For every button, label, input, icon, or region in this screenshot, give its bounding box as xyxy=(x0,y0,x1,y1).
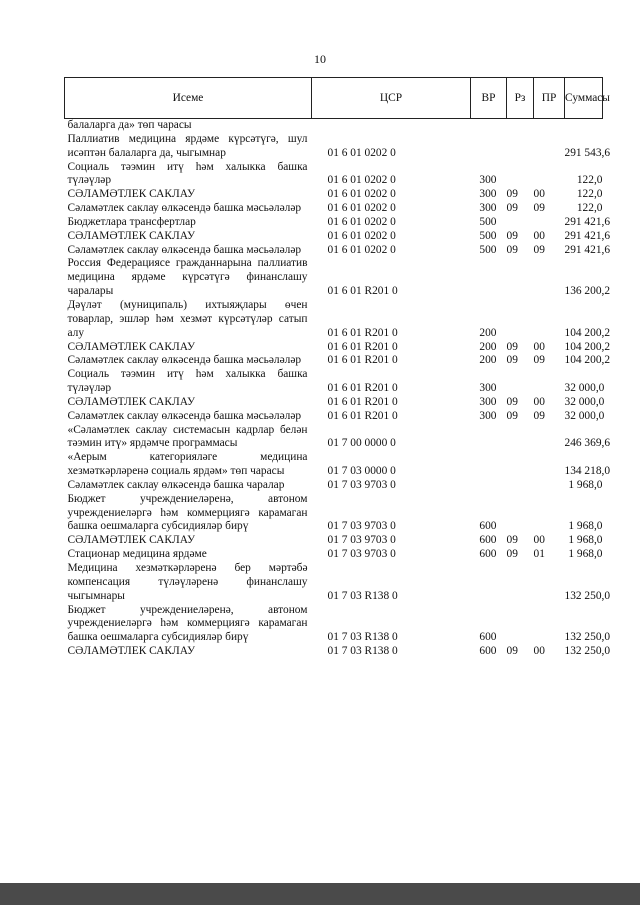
cell-csr: 01 6 01 0202 0 xyxy=(327,146,396,159)
table-row xyxy=(65,354,603,368)
budget-table xyxy=(64,77,611,659)
cell-name: Бюджет учреждениеләренә, автоном учреждениеләргә һәм коммерциягә карамаган башка оешмаларга субсидияләр бирү xyxy=(67,603,308,644)
table-row xyxy=(65,604,603,646)
cell-pr: 09 xyxy=(533,202,545,215)
cell-vr xyxy=(471,451,507,479)
cell-sum: 32 000,0 xyxy=(564,395,605,408)
cell-pr xyxy=(534,368,565,396)
cell-pr xyxy=(534,562,565,604)
cell-name: Сәламәтлек саклау өлкәсендә башка мәсьәләләр xyxy=(67,243,302,256)
cell-vr xyxy=(471,424,507,452)
cell-pr: 09 xyxy=(533,243,545,256)
cell-rz: 09 xyxy=(506,534,518,547)
cell-rz: 09 xyxy=(506,409,518,422)
cell-name: «Аерым категорияләге медицина хезмәткәрләренә социаль ярдәм» төп чарасы xyxy=(67,451,308,478)
cell-name: Сәламәтлек саклау өлкәсендә башка мәсьәләләр xyxy=(67,202,302,215)
cell-rz xyxy=(507,299,534,341)
cell-vr xyxy=(471,133,507,161)
cell-sum: 122,0 xyxy=(576,202,603,215)
header-rz: Рз xyxy=(507,78,534,119)
cell-rz: 09 xyxy=(506,548,518,561)
cell-csr: 01 6 01 R201 0 xyxy=(327,382,398,395)
cell-csr: 01 7 03 R138 0 xyxy=(327,589,398,602)
table-row xyxy=(65,410,603,424)
cell-pr xyxy=(534,299,565,341)
cell-rz xyxy=(507,257,534,299)
cell-name: СӘЛАМӘТЛЕК САКЛАУ xyxy=(67,534,196,547)
cell-vr: 300 xyxy=(479,409,497,422)
cell-name: СӘЛАМӘТЛЕК САКЛАУ xyxy=(67,395,196,408)
header-pr: ПР xyxy=(534,78,565,119)
cell-vr: 300 xyxy=(479,382,497,395)
cell-name: Сәламәтлек саклау өлкәсендә башка мәсьәләләр xyxy=(67,409,302,422)
table-row xyxy=(65,562,603,604)
cell-pr: 00 xyxy=(533,340,545,353)
cell-name: Сәламәтлек саклау өлкәсендә башка чаралар xyxy=(67,478,285,491)
cell-name: СӘЛАМӘТЛЕК САКЛАУ xyxy=(67,188,196,201)
cell-sum: 104 200,2 xyxy=(564,326,611,339)
cell-pr: 09 xyxy=(533,354,545,367)
cell-sum: 246 369,6 xyxy=(564,437,611,450)
header-sum: Суммасы xyxy=(565,78,603,119)
cell-pr xyxy=(534,604,565,646)
cell-vr xyxy=(471,479,507,493)
cell-pr xyxy=(534,493,565,535)
cell-name: Стационар медицина ярдәме xyxy=(67,548,207,561)
cell-name: Бюджет учреждениеләренә, автоном учреждениеләргә һәм коммерциягә карамаган башка оешмаларга субсидияләр бирү xyxy=(67,492,308,533)
cell-rz: 09 xyxy=(506,340,518,353)
cell-sum: 291 421,6 xyxy=(564,215,611,228)
cell-name: Дәүләт (муниципаль) ихтыяҗлары өчен товарлар, эшләр һәм хезмәт күрсәтүләр сатып алу xyxy=(67,298,308,339)
cell-csr: 01 6 01 0202 0 xyxy=(327,188,396,201)
cell-name: СӘЛАМӘТЛЕК САКЛАУ xyxy=(67,229,196,242)
cell-csr: 01 6 01 R201 0 xyxy=(327,409,398,422)
cell-rz: 09 xyxy=(506,645,518,658)
cell-pr xyxy=(534,216,565,230)
cell-vr: 200 xyxy=(479,340,497,353)
cell-pr: 01 xyxy=(533,548,545,561)
cell-vr: 300 xyxy=(479,202,497,215)
cell-vr xyxy=(471,119,507,133)
cell-csr: 01 7 03 R138 0 xyxy=(327,645,398,658)
cell-vr: 600 xyxy=(479,534,497,547)
cell-sum: 1 968,0 xyxy=(568,520,603,533)
cell-sum: 1 968,0 xyxy=(568,548,603,561)
cell-pr xyxy=(534,161,565,189)
cell-pr: 09 xyxy=(533,409,545,422)
cell-sum: 104 200,2 xyxy=(564,340,611,353)
cell-vr xyxy=(471,257,507,299)
cell-sum: 136 200,2 xyxy=(564,285,611,298)
table-row xyxy=(65,119,603,133)
cell-rz xyxy=(507,493,534,535)
cell-csr: 01 6 01 R201 0 xyxy=(327,395,398,408)
cell-sum: 122,0 xyxy=(576,174,603,187)
page-number: 10 xyxy=(314,52,326,66)
cell-rz xyxy=(507,451,534,479)
table-row xyxy=(65,548,603,562)
table-row xyxy=(65,534,603,548)
header-csr: ЦСР xyxy=(312,78,471,119)
cell-name: Бюджетлара трансфертлар xyxy=(67,215,196,228)
cell-vr: 500 xyxy=(479,229,497,242)
cell-sum: 291 543,6 xyxy=(564,146,611,159)
scan-bottom-band xyxy=(0,883,640,905)
cell-csr: 01 6 01 R201 0 xyxy=(327,326,398,339)
cell-rz: 09 xyxy=(506,202,518,215)
table-row xyxy=(65,368,603,396)
table-row xyxy=(65,299,603,341)
cell-vr: 600 xyxy=(479,548,497,561)
cell-rz xyxy=(507,133,534,161)
cell-csr: 01 6 01 0202 0 xyxy=(327,174,396,187)
cell-vr: 600 xyxy=(479,520,497,533)
header-name: Исеме xyxy=(65,78,312,119)
cell-name: СӘЛАМӘТЛЕК САКЛАУ xyxy=(67,645,196,658)
cell-sum: 122,0 xyxy=(576,188,603,201)
cell-pr: 00 xyxy=(533,534,545,547)
cell-csr: 01 7 03 0000 0 xyxy=(327,465,396,478)
cell-name: СӘЛАМӘТЛЕК САКЛАУ xyxy=(67,340,196,353)
table-row xyxy=(65,396,603,410)
cell-pr xyxy=(534,451,565,479)
cell-vr: 200 xyxy=(479,326,497,339)
table-row xyxy=(65,451,603,479)
table-row xyxy=(65,230,603,244)
cell-vr: 300 xyxy=(479,174,497,187)
table-row xyxy=(65,202,603,216)
cell-rz xyxy=(507,119,534,133)
cell-csr: 01 6 01 R201 0 xyxy=(327,285,398,298)
cell-name: Социаль тәэмин итү һәм халыкка башка түләүләр xyxy=(67,368,308,395)
cell-pr: 00 xyxy=(533,395,545,408)
cell-rz xyxy=(507,216,534,230)
cell-csr: 01 6 01 0202 0 xyxy=(327,202,396,215)
cell-sum: 104 200,2 xyxy=(564,354,611,367)
cell-vr: 200 xyxy=(479,354,497,367)
cell-name: Россия Федерациясе гражданнарына паллиатив медицина ярдәме күрсәтүгә финанслашу чаралары xyxy=(67,257,308,298)
cell-sum: 32 000,0 xyxy=(564,382,605,395)
cell-csr: 01 7 00 0000 0 xyxy=(327,437,396,450)
cell-rz: 09 xyxy=(506,188,518,201)
cell-sum: 1 968,0 xyxy=(568,534,603,547)
table-row xyxy=(65,424,603,452)
cell-pr xyxy=(534,424,565,452)
table-row xyxy=(65,257,603,299)
cell-pr xyxy=(534,133,565,161)
cell-csr: 01 6 01 0202 0 xyxy=(327,243,396,256)
cell-name: Паллиатив медицина ярдәме күрсәтүгә, шул исәптән балаларга да, чыгымнар xyxy=(67,132,308,159)
cell-sum: 32 000,0 xyxy=(564,409,605,422)
cell-rz: 09 xyxy=(506,243,518,256)
cell-pr: 00 xyxy=(533,229,545,242)
cell-sum: 132 250,0 xyxy=(564,645,611,658)
cell-sum: 291 421,6 xyxy=(564,243,611,256)
cell-csr xyxy=(312,119,471,133)
table-row xyxy=(65,493,603,535)
cell-csr: 01 6 01 0202 0 xyxy=(327,229,396,242)
cell-name: Социаль тәэмин итү һәм халыкка башка түләүләр xyxy=(67,160,308,187)
table-row xyxy=(65,645,603,659)
cell-sum xyxy=(565,119,603,133)
cell-vr xyxy=(471,562,507,604)
cell-rz xyxy=(507,604,534,646)
cell-csr: 01 7 03 9703 0 xyxy=(327,548,396,561)
cell-csr: 01 6 01 R201 0 xyxy=(327,354,398,367)
cell-vr: 600 xyxy=(479,645,497,658)
table-row xyxy=(65,216,603,230)
cell-sum: 291 421,6 xyxy=(564,229,611,242)
table-row xyxy=(65,479,603,493)
table-row xyxy=(65,341,603,355)
cell-csr: 01 7 03 9703 0 xyxy=(327,520,396,533)
cell-sum: 134 218,0 xyxy=(564,465,611,478)
cell-vr: 300 xyxy=(479,395,497,408)
cell-vr: 500 xyxy=(479,243,497,256)
cell-vr: 300 xyxy=(479,188,497,201)
cell-sum: 1 968,0 xyxy=(568,478,603,491)
cell-rz xyxy=(507,368,534,396)
cell-csr: 01 6 01 R201 0 xyxy=(327,340,398,353)
cell-sum: 132 250,0 xyxy=(564,589,611,602)
table-row xyxy=(65,244,603,258)
cell-rz xyxy=(507,479,534,493)
cell-csr: 01 7 03 9703 0 xyxy=(327,534,396,547)
cell-rz: 09 xyxy=(506,395,518,408)
cell-name: «Сәламәтлек саклау системасын кадрлар белән тәэмин итү» ярдәмче программасы xyxy=(67,423,308,450)
cell-vr: 500 xyxy=(479,215,497,228)
cell-pr: 00 xyxy=(533,645,545,658)
cell-csr: 01 7 03 R138 0 xyxy=(327,631,398,644)
cell-csr: 01 7 03 9703 0 xyxy=(327,478,396,491)
cell-rz xyxy=(507,424,534,452)
cell-name: Сәламәтлек саклау өлкәсендә башка мәсьәләләр xyxy=(67,354,302,367)
cell-pr: 00 xyxy=(533,188,545,201)
table-row xyxy=(65,161,603,189)
cell-name: балаларга да» төп чарасы xyxy=(67,119,192,131)
table-row xyxy=(65,188,603,202)
table-row xyxy=(65,133,603,161)
header-vr: ВР xyxy=(471,78,507,119)
cell-rz: 09 xyxy=(506,354,518,367)
table-header-row xyxy=(65,78,603,119)
cell-pr xyxy=(534,257,565,299)
cell-pr xyxy=(534,479,565,493)
cell-sum: 132 250,0 xyxy=(564,631,611,644)
cell-pr xyxy=(534,119,565,133)
cell-rz: 09 xyxy=(506,229,518,242)
cell-rz xyxy=(507,562,534,604)
cell-rz xyxy=(507,161,534,189)
cell-vr: 600 xyxy=(479,631,497,644)
cell-csr: 01 6 01 0202 0 xyxy=(327,215,396,228)
cell-name: Медицина хезмәткәрләренә бер мәртәбә компенсация түләүләренә финанслашу чыгымнары xyxy=(67,562,308,602)
